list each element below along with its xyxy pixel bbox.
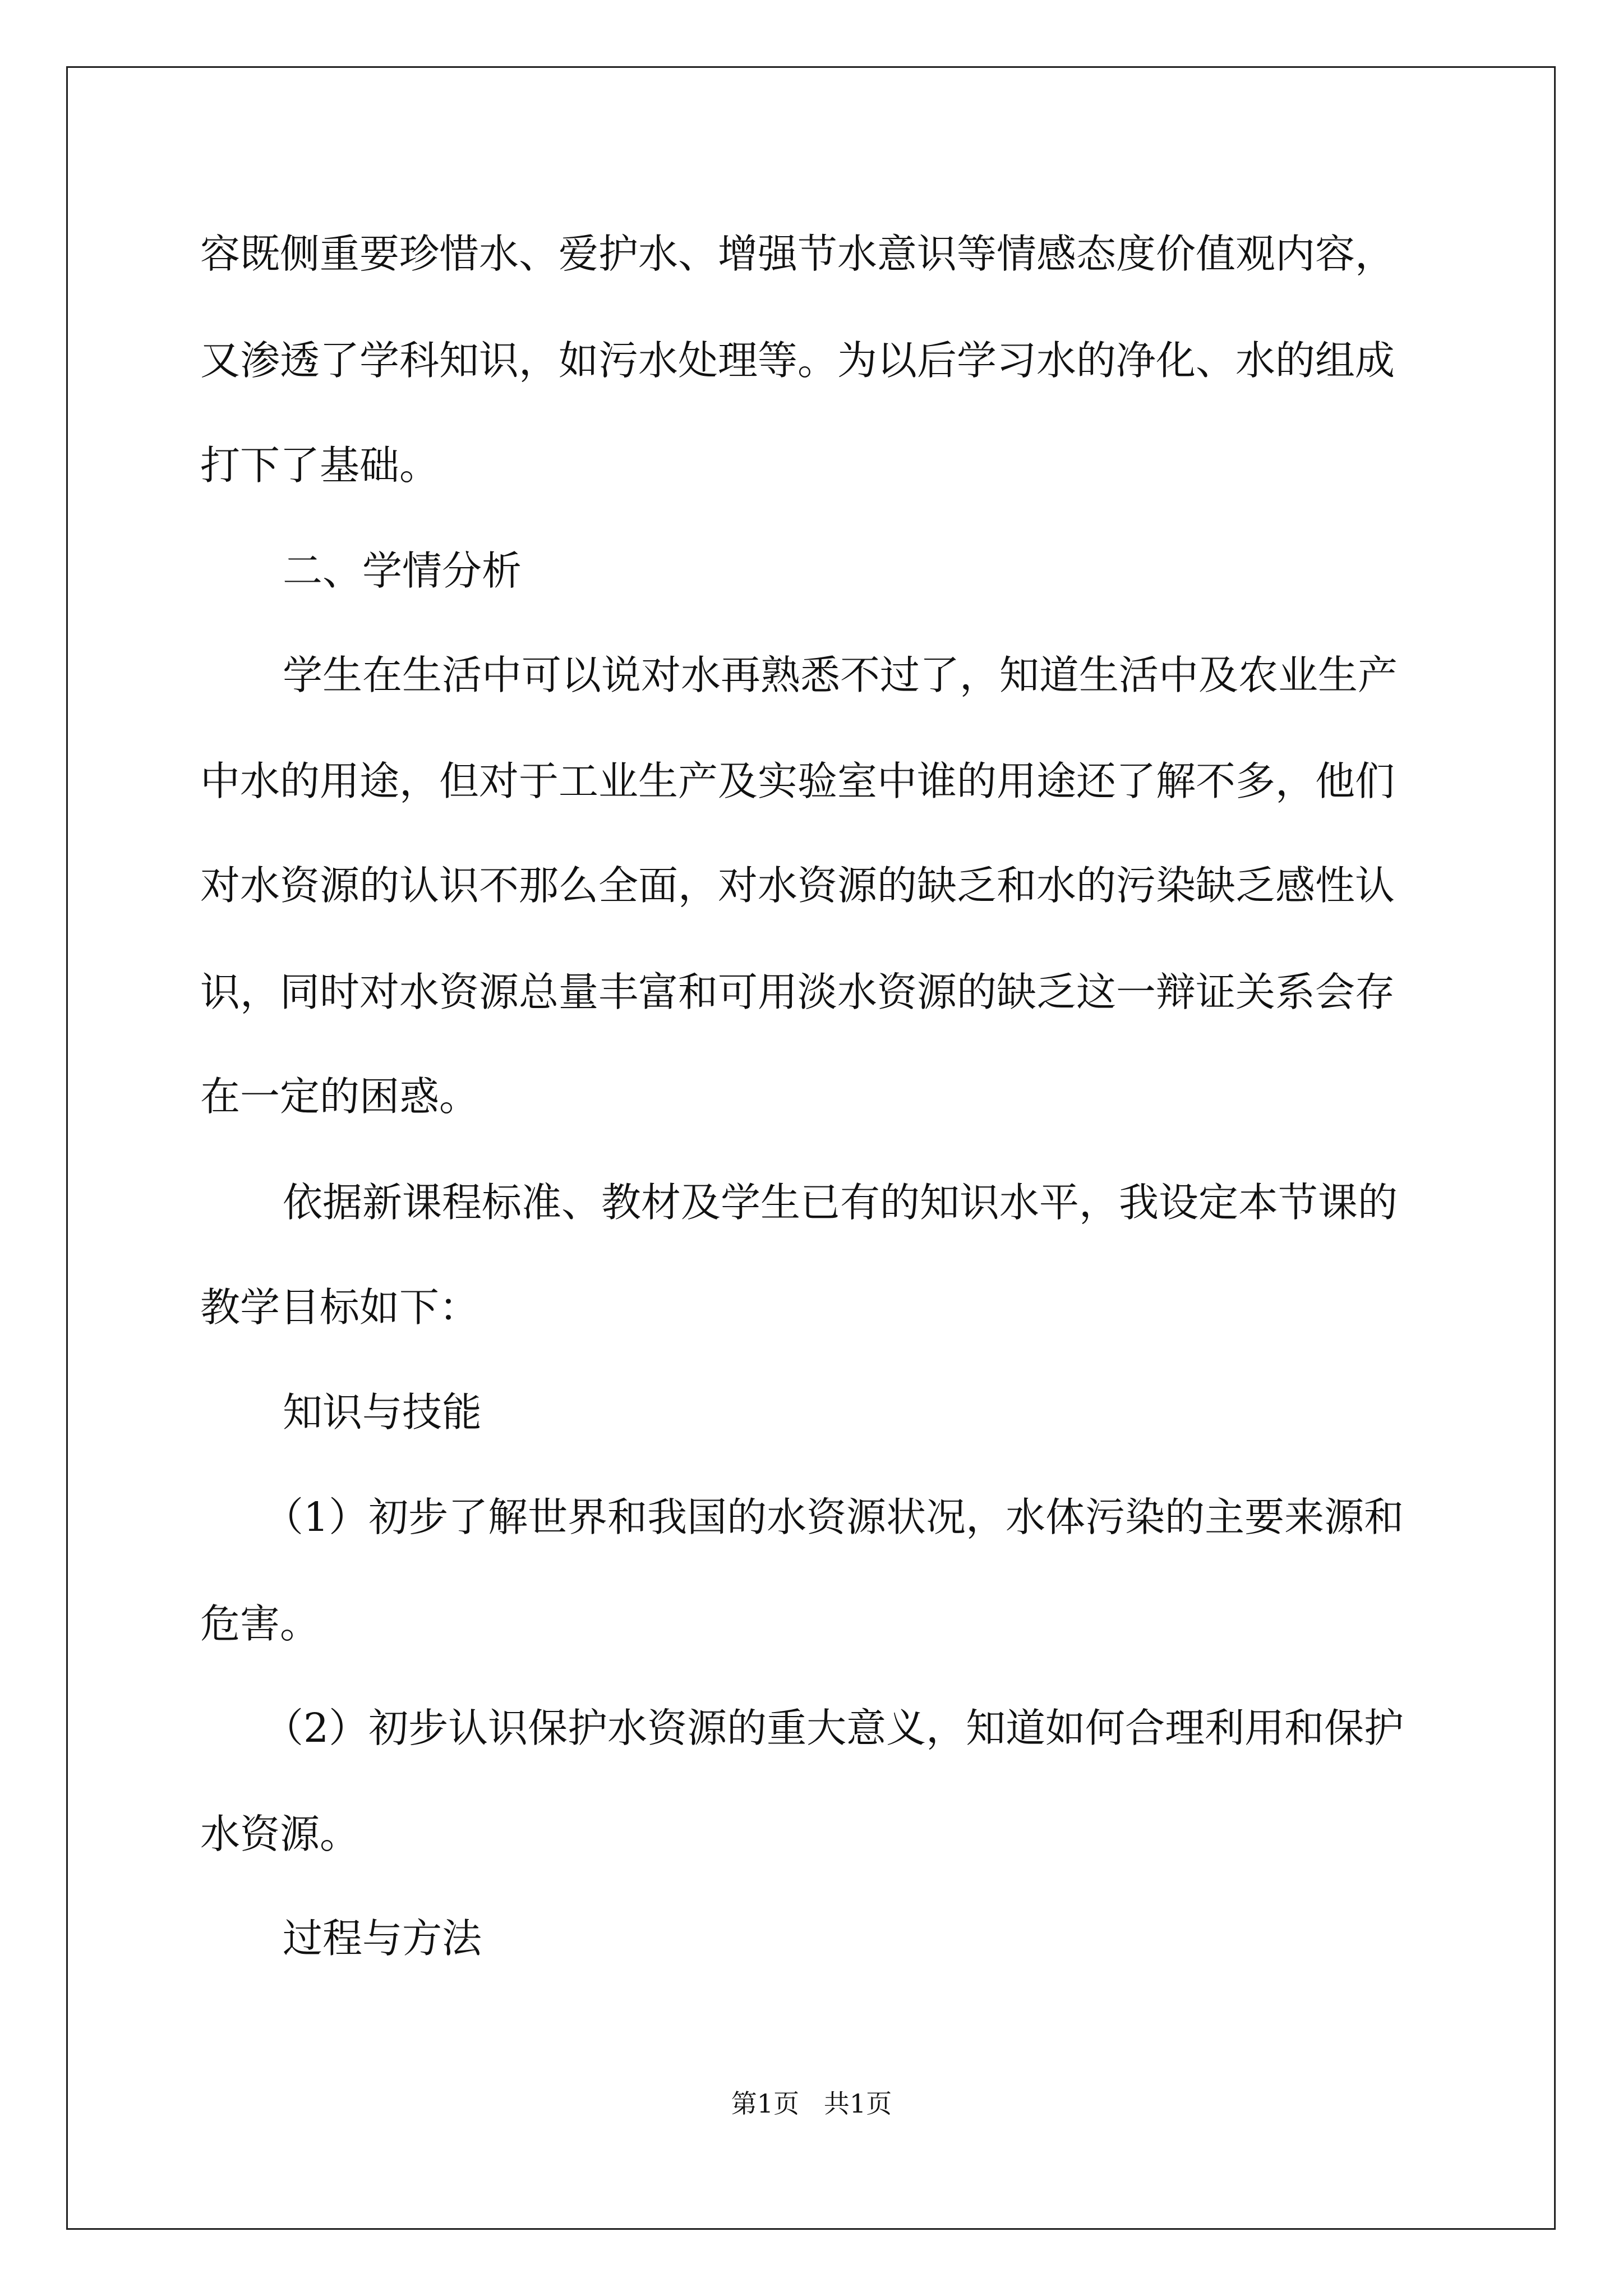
body-line: 打下了基础。: [200, 442, 440, 489]
list-item: （1）初步了解世界和我国的水资源状况，水体污染的主要来源和: [264, 1494, 1404, 1540]
body-line: 学生在生活中可以说对水再熟悉不过了，知道生活中及农业生产: [283, 652, 1398, 698]
body-line: 容既侧重要珍惜水、爱护水、增强节水意识等情感态度价值观内容，: [200, 231, 1395, 277]
list-item: （2）初步认识保护水资源的重大意义，知道如何合理利用和保护: [264, 1705, 1404, 1751]
section-heading: 过程与方法: [283, 1915, 482, 1962]
section-heading: 知识与技能: [283, 1389, 482, 1435]
body-line: 依据新课程标准、教材及学生已有的知识水平，我设定本节课的: [283, 1179, 1398, 1226]
body-line: 中水的用途，但对于工业生产及实验室中谁的用途还了解不多，他们: [200, 758, 1395, 804]
page-footer: 第1页 共1页: [731, 2088, 892, 2119]
section-heading: 二、学情分析: [283, 547, 522, 594]
body-line: 对水资源的认识不那么全面，对水资源的缺乏和水的污染缺乏感性认: [200, 862, 1395, 909]
body-line: 教学目标如下：: [200, 1284, 479, 1331]
body-line: 识，同时对水资源总量丰富和可用淡水资源的缺乏这一辩证关系会存: [200, 969, 1395, 1015]
page-border: [66, 66, 1556, 2230]
body-line: 危害。: [200, 1600, 320, 1647]
body-line: 在一定的困惑。: [200, 1073, 479, 1120]
body-line: 水资源。: [200, 1811, 360, 1857]
body-line: 又渗透了学科知识，如污水处理等。为以后学习水的净化、水的组成: [200, 337, 1395, 384]
